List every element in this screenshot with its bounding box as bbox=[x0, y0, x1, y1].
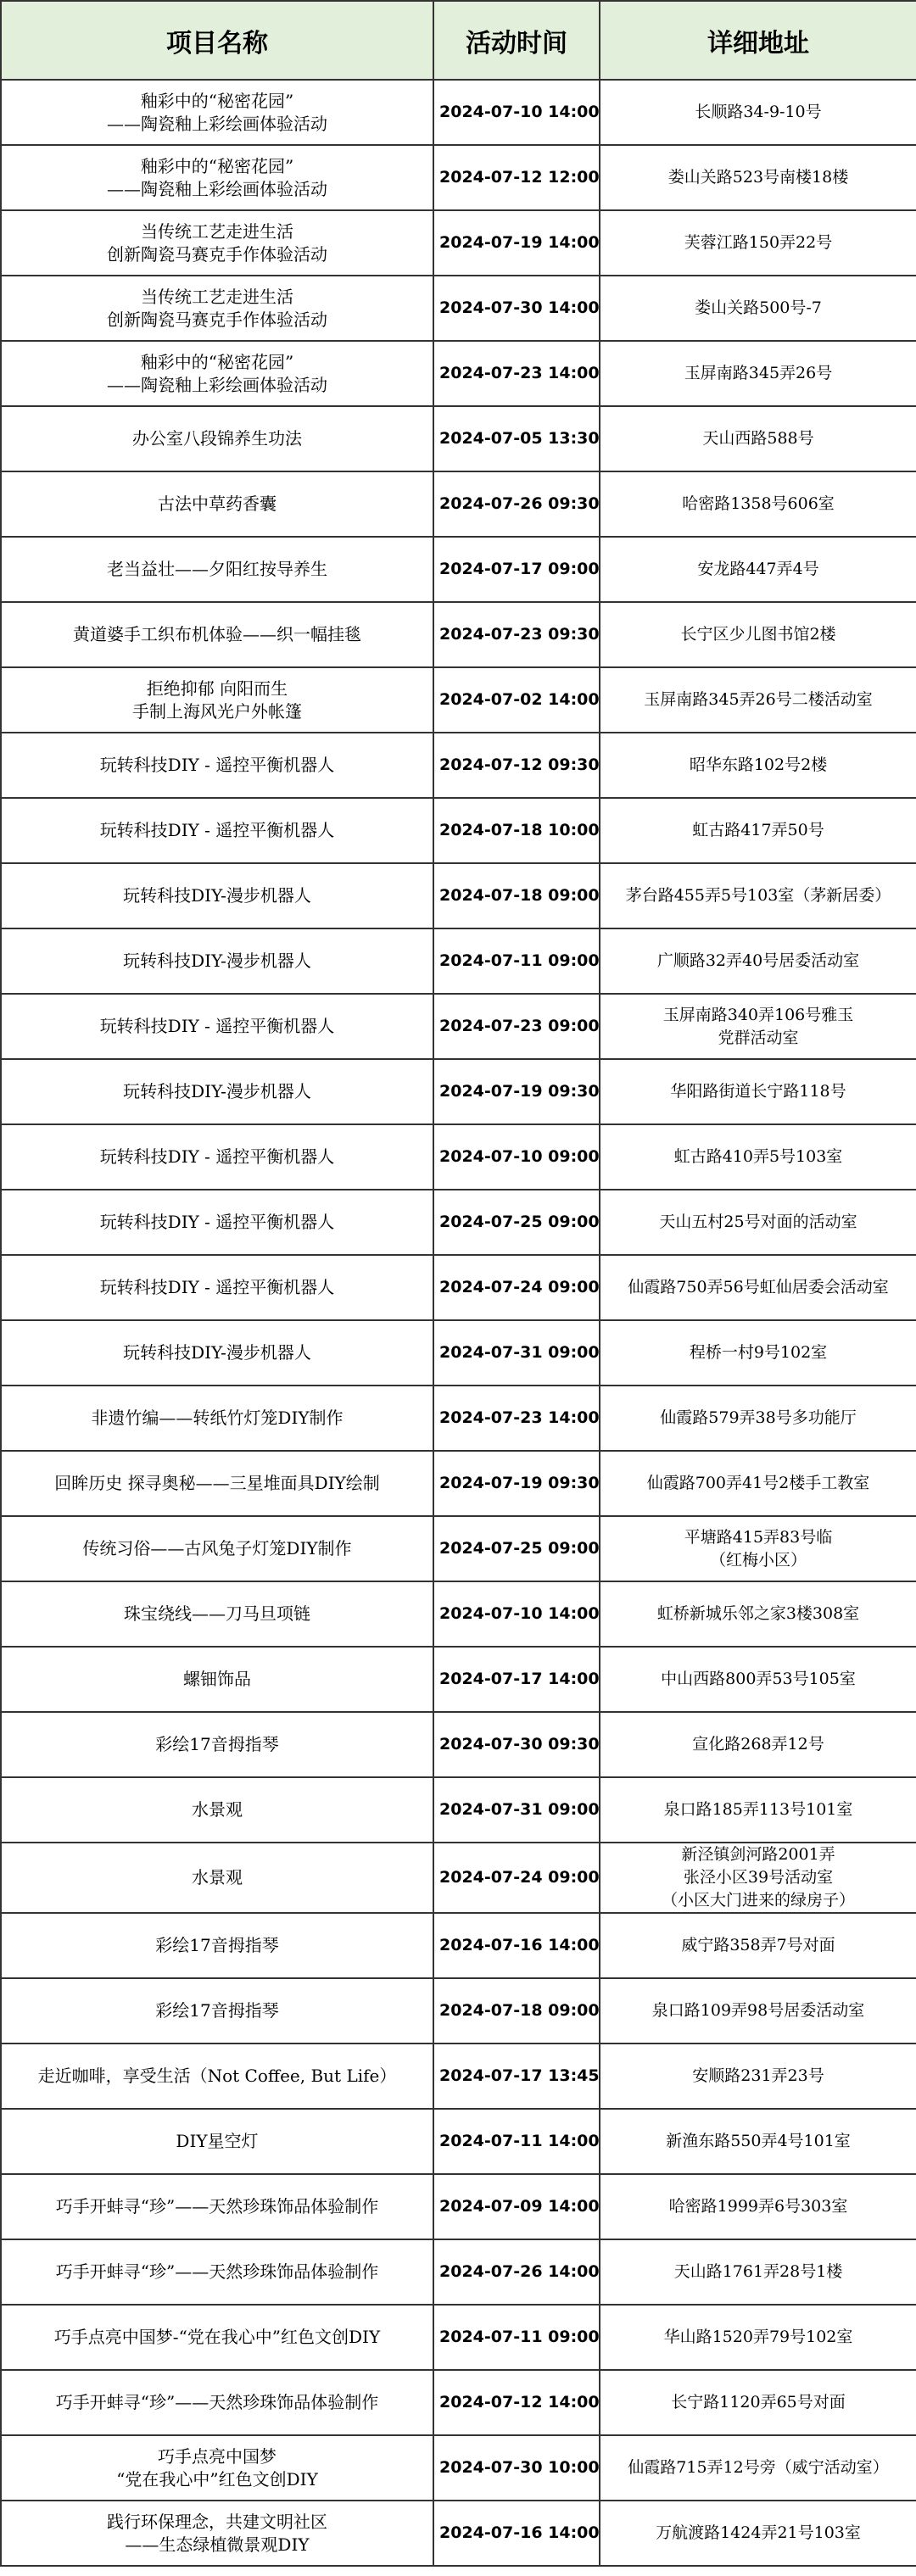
table-row bbox=[1, 2435, 916, 2501]
table-row bbox=[1, 2501, 916, 2566]
activity-time-cell: 2024-07-18 09:00 bbox=[433, 863, 600, 928]
activity-time-cell: 2024-07-24 09:00 bbox=[433, 1255, 600, 1320]
table-row bbox=[1, 994, 916, 1059]
address-cell: 威宁路358弄7号对面 bbox=[600, 1913, 916, 1978]
activity-time-cell: 2024-07-10 14:00 bbox=[433, 1581, 600, 1647]
address-cell: 广顺路32弄40号居委活动室 bbox=[600, 928, 916, 994]
activity-time-cell: 2024-07-19 14:00 bbox=[433, 210, 600, 276]
table-row bbox=[1, 1190, 916, 1255]
table-row bbox=[1, 1581, 916, 1647]
table-row bbox=[1, 145, 916, 210]
project-name-cell: 玩转科技DIY-漫步机器人 bbox=[1, 863, 433, 928]
activity-time-cell: 2024-07-31 09:00 bbox=[433, 1320, 600, 1386]
project-name-cell: 玩转科技DIY-漫步机器人 bbox=[1, 1320, 433, 1386]
table-row bbox=[1, 863, 916, 928]
address-cell: 天山西路588号 bbox=[600, 406, 916, 471]
project-name-cell: 巧手开蚌寻“珍”——天然珍珠饰品体验制作 bbox=[1, 2239, 433, 2305]
activity-time-cell: 2024-07-19 09:30 bbox=[433, 1059, 600, 1124]
table-row bbox=[1, 276, 916, 341]
project-name-cell: 巧手点亮中国梦 “党在我心中”红色文创DIY bbox=[1, 2435, 433, 2501]
project-name-cell: 巧手点亮中国梦-“党在我心中”红色文创DIY bbox=[1, 2305, 433, 2370]
activity-time-cell: 2024-07-24 09:00 bbox=[433, 1843, 600, 1913]
table-row bbox=[1, 2174, 916, 2239]
activity-time-cell: 2024-07-11 09:00 bbox=[433, 928, 600, 994]
address-cell: 长宁区少儿图书馆2楼 bbox=[600, 602, 916, 667]
address-cell: 虹桥新城乐邻之家3楼308室 bbox=[600, 1581, 916, 1647]
table-row bbox=[1, 2044, 916, 2109]
activity-time-cell: 2024-07-18 09:00 bbox=[433, 1978, 600, 2044]
address-cell: 玉屏南路345弄26号 bbox=[600, 341, 916, 406]
activity-time-cell: 2024-07-11 09:00 bbox=[433, 2305, 600, 2370]
address-cell: 哈密路1999弄6号303室 bbox=[600, 2174, 916, 2239]
table-row bbox=[1, 1978, 916, 2044]
activity-time-cell: 2024-07-26 09:30 bbox=[433, 471, 600, 537]
table-row bbox=[1, 2370, 916, 2435]
project-name-cell: 走近咖啡，享受生活（Not Coffee, But Life） bbox=[1, 2044, 433, 2109]
activity-time-cell: 2024-07-17 09:00 bbox=[433, 537, 600, 602]
table-row bbox=[1, 537, 916, 602]
activity-time-cell: 2024-07-23 09:00 bbox=[433, 994, 600, 1059]
table-row bbox=[1, 1712, 916, 1777]
project-name-cell: 水景观 bbox=[1, 1843, 433, 1913]
table-row bbox=[1, 1320, 916, 1386]
column-header-project-name: 项目名称 bbox=[1, 1, 433, 80]
table-row bbox=[1, 80, 916, 145]
address-cell: 宣化路268弄12号 bbox=[600, 1712, 916, 1777]
project-name-cell: 彩绘17音拇指琴 bbox=[1, 1712, 433, 1777]
table-row bbox=[1, 471, 916, 537]
table-row bbox=[1, 1516, 916, 1581]
activity-time-cell: 2024-07-09 14:00 bbox=[433, 2174, 600, 2239]
address-cell: 娄山关路523号南楼18楼 bbox=[600, 145, 916, 210]
project-name-cell: 玩转科技DIY - 遥控平衡机器人 bbox=[1, 994, 433, 1059]
address-cell: 华阳路街道长宁路118号 bbox=[600, 1059, 916, 1124]
address-cell: 新泾镇剑河路2001弄 张泾小区39号活动室 （小区大门进来的绿房子） bbox=[600, 1843, 916, 1913]
address-cell: 安顺路231弄23号 bbox=[600, 2044, 916, 2109]
activity-time-cell: 2024-07-16 14:00 bbox=[433, 2501, 600, 2566]
activity-time-cell: 2024-07-31 09:00 bbox=[433, 1777, 600, 1843]
activity-time-cell: 2024-07-02 14:00 bbox=[433, 667, 600, 733]
project-name-cell: DIY星空灯 bbox=[1, 2109, 433, 2174]
table-row bbox=[1, 1647, 916, 1712]
project-name-cell: 水景观 bbox=[1, 1777, 433, 1843]
table-row bbox=[1, 798, 916, 863]
column-header-activity-time: 活动时间 bbox=[433, 1, 600, 80]
activity-time-cell: 2024-07-12 09:30 bbox=[433, 733, 600, 798]
address-cell: 仙霞路700弄41号2楼手工教室 bbox=[600, 1451, 916, 1516]
table-row bbox=[1, 210, 916, 276]
address-cell: 仙霞路579弄38号多功能厅 bbox=[600, 1386, 916, 1451]
activity-time-cell: 2024-07-11 14:00 bbox=[433, 2109, 600, 2174]
table-row bbox=[1, 1913, 916, 1978]
activity-time-cell: 2024-07-17 13:45 bbox=[433, 2044, 600, 2109]
address-cell: 仙霞路715弄12号旁（威宁活动室） bbox=[600, 2435, 916, 2501]
project-name-cell: 非遗竹编——转纸竹灯笼DIY制作 bbox=[1, 1386, 433, 1451]
address-cell: 长顺路34-9-10号 bbox=[600, 80, 916, 145]
address-cell: 昭华东路102号2楼 bbox=[600, 733, 916, 798]
project-name-cell: 当传统工艺走进生活 创新陶瓷马赛克手作体验活动 bbox=[1, 276, 433, 341]
activity-time-cell: 2024-07-10 09:00 bbox=[433, 1124, 600, 1190]
table-row bbox=[1, 1451, 916, 1516]
project-name-cell: 黄道婆手工织布机体验——织一幅挂毯 bbox=[1, 602, 433, 667]
project-name-cell: 老当益壮——夕阳红按导养生 bbox=[1, 537, 433, 602]
address-cell: 新渔东路550弄4号101室 bbox=[600, 2109, 916, 2174]
project-name-cell: 螺钿饰品 bbox=[1, 1647, 433, 1712]
activity-time-cell: 2024-07-12 14:00 bbox=[433, 2370, 600, 2435]
table-row bbox=[1, 1124, 916, 1190]
table-row bbox=[1, 1386, 916, 1451]
activity-time-cell: 2024-07-30 14:00 bbox=[433, 276, 600, 341]
table-row bbox=[1, 602, 916, 667]
address-cell: 玉屏南路345弄26号二楼活动室 bbox=[600, 667, 916, 733]
table-row bbox=[1, 928, 916, 994]
project-name-cell: 传统习俗——古风兔子灯笼DIY制作 bbox=[1, 1516, 433, 1581]
table-row bbox=[1, 2109, 916, 2174]
project-name-cell: 当传统工艺走进生活 创新陶瓷马赛克手作体验活动 bbox=[1, 210, 433, 276]
address-cell: 安龙路447弄4号 bbox=[600, 537, 916, 602]
activity-time-cell: 2024-07-18 10:00 bbox=[433, 798, 600, 863]
project-name-cell: 玩转科技DIY-漫步机器人 bbox=[1, 1059, 433, 1124]
activity-time-cell: 2024-07-23 14:00 bbox=[433, 1386, 600, 1451]
project-name-cell: 玩转科技DIY-漫步机器人 bbox=[1, 928, 433, 994]
activity-time-cell: 2024-07-23 09:30 bbox=[433, 602, 600, 667]
project-name-cell: 釉彩中的“秘密花园” ——陶瓷釉上彩绘画体验活动 bbox=[1, 145, 433, 210]
address-cell: 茅台路455弄5号103室（茅新居委） bbox=[600, 863, 916, 928]
address-cell: 仙霞路750弄56号虹仙居委会活动室 bbox=[600, 1255, 916, 1320]
table-row bbox=[1, 2305, 916, 2370]
table-header-row bbox=[1, 1, 916, 80]
activity-time-cell: 2024-07-30 10:00 bbox=[433, 2435, 600, 2501]
project-name-cell: 巧手开蚌寻“珍”——天然珍珠饰品体验制作 bbox=[1, 2174, 433, 2239]
project-name-cell: 玩转科技DIY - 遥控平衡机器人 bbox=[1, 1190, 433, 1255]
address-cell: 万航渡路1424弄21号103室 bbox=[600, 2501, 916, 2566]
column-header-address: 详细地址 bbox=[600, 1, 916, 80]
table-row bbox=[1, 1255, 916, 1320]
activity-time-cell: 2024-07-10 14:00 bbox=[433, 80, 600, 145]
table-row bbox=[1, 1843, 916, 1913]
table-row bbox=[1, 733, 916, 798]
project-name-cell: 拒绝抑郁 向阳而生 手制上海风光户外帐篷 bbox=[1, 667, 433, 733]
project-name-cell: 彩绘17音拇指琴 bbox=[1, 1913, 433, 1978]
address-cell: 哈密路1358号606室 bbox=[600, 471, 916, 537]
project-name-cell: 巧手开蚌寻“珍”——天然珍珠饰品体验制作 bbox=[1, 2370, 433, 2435]
project-name-cell: 珠宝绕线——刀马旦项链 bbox=[1, 1581, 433, 1647]
activity-time-cell: 2024-07-23 14:00 bbox=[433, 341, 600, 406]
activity-time-cell: 2024-07-12 12:00 bbox=[433, 145, 600, 210]
table-row bbox=[1, 1059, 916, 1124]
project-name-cell: 践行环保理念，共建文明社区 ——生态绿植微景观DIY bbox=[1, 2501, 433, 2566]
address-cell: 天山路1761弄28号1楼 bbox=[600, 2239, 916, 2305]
table-row bbox=[1, 341, 916, 406]
address-cell: 中山西路800弄53号105室 bbox=[600, 1647, 916, 1712]
address-cell: 华山路1520弄79号102室 bbox=[600, 2305, 916, 2370]
project-name-cell: 回眸历史 探寻奥秘——三星堆面具DIY绘制 bbox=[1, 1451, 433, 1516]
address-cell: 娄山关路500号-7 bbox=[600, 276, 916, 341]
project-name-cell: 玩转科技DIY - 遥控平衡机器人 bbox=[1, 798, 433, 863]
table-row bbox=[1, 406, 916, 471]
activity-time-cell: 2024-07-05 13:30 bbox=[433, 406, 600, 471]
table-row bbox=[1, 1777, 916, 1843]
table-row bbox=[1, 667, 916, 733]
address-cell: 芙蓉江路150弄22号 bbox=[600, 210, 916, 276]
activity-time-cell: 2024-07-30 09:30 bbox=[433, 1712, 600, 1777]
project-name-cell: 釉彩中的“秘密花园” ——陶瓷釉上彩绘画体验活动 bbox=[1, 80, 433, 145]
address-cell: 虹古路410弄5号103室 bbox=[600, 1124, 916, 1190]
address-cell: 玉屏南路340弄106号雅玉 党群活动室 bbox=[600, 994, 916, 1059]
project-name-cell: 彩绘17音拇指琴 bbox=[1, 1978, 433, 2044]
activity-time-cell: 2024-07-25 09:00 bbox=[433, 1190, 600, 1255]
project-name-cell: 古法中草药香囊 bbox=[1, 471, 433, 537]
table-row bbox=[1, 2239, 916, 2305]
project-name-cell: 玩转科技DIY - 遥控平衡机器人 bbox=[1, 733, 433, 798]
address-cell: 泉口路185弄113号101室 bbox=[600, 1777, 916, 1843]
activity-time-cell: 2024-07-16 14:00 bbox=[433, 1913, 600, 1978]
address-cell: 程桥一村9号102室 bbox=[600, 1320, 916, 1386]
address-cell: 平塘路415弄83号临 （红梅小区） bbox=[600, 1516, 916, 1581]
project-name-cell: 玩转科技DIY - 遥控平衡机器人 bbox=[1, 1124, 433, 1190]
activity-time-cell: 2024-07-17 14:00 bbox=[433, 1647, 600, 1712]
activity-time-cell: 2024-07-19 09:30 bbox=[433, 1451, 600, 1516]
activity-time-cell: 2024-07-26 14:00 bbox=[433, 2239, 600, 2305]
activity-time-cell: 2024-07-25 09:00 bbox=[433, 1516, 600, 1581]
project-name-cell: 办公室八段锦养生功法 bbox=[1, 406, 433, 471]
project-name-cell: 玩转科技DIY - 遥控平衡机器人 bbox=[1, 1255, 433, 1320]
address-cell: 虹古路417弄50号 bbox=[600, 798, 916, 863]
address-cell: 泉口路109弄98号居委活动室 bbox=[600, 1978, 916, 2044]
address-cell: 长宁路1120弄65号对面 bbox=[600, 2370, 916, 2435]
project-name-cell: 釉彩中的“秘密花园” ——陶瓷釉上彩绘画体验活动 bbox=[1, 341, 433, 406]
address-cell: 天山五村25号对面的活动室 bbox=[600, 1190, 916, 1255]
